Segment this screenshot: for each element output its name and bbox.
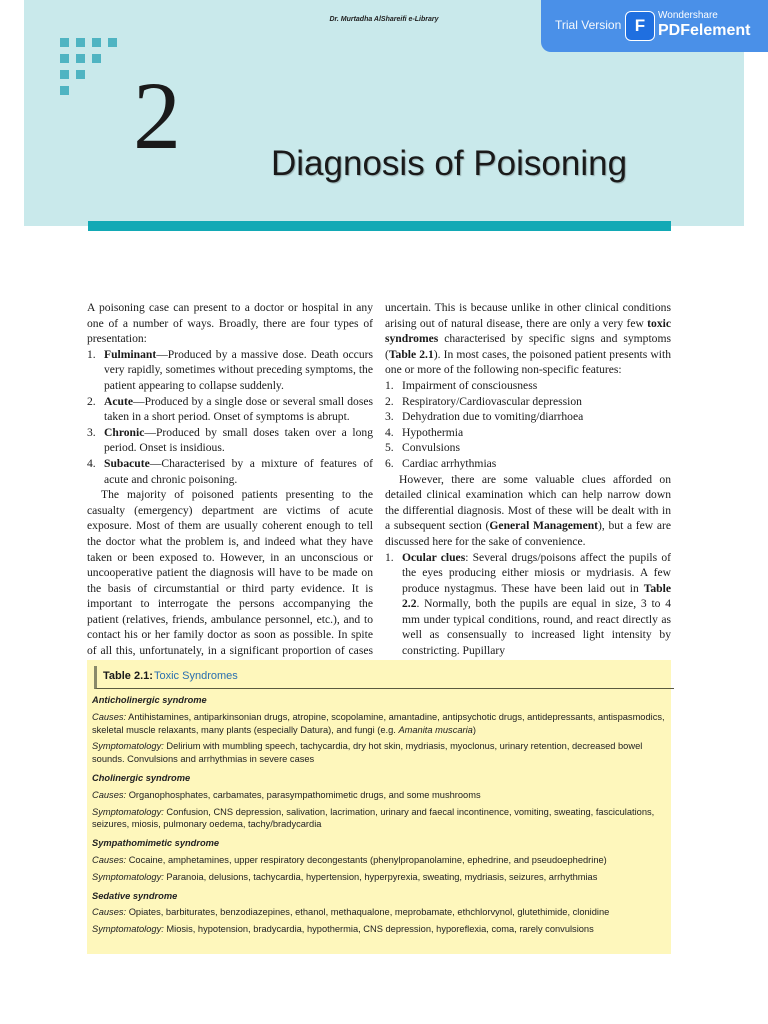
left-text-column — [87, 300, 373, 674]
symptomatology-row: Symptomatology: Confusion, CNS depression, salivation, lacrimation, urinary and faecal incontinence, vomiting, sweating, fasciculations, seizures, miosis, pulmonary oedema, tachy/bradycardia — [92, 806, 655, 830]
list-item: 3. Dehydration due to vomiting/diarrhoea — [385, 410, 584, 424]
intro-paragraph: A poisoning case can present to a doctor or hospital in any one of a number of ways. Broadly, there are four types of presentation: — [87, 301, 373, 346]
toxic-syndromes-table — [87, 660, 671, 954]
acute-exposure-paragraph: The majority of poisoned patients presenting to the casualty (emergency) department are victims of acute exposure. Most of them are usually coherent enough to tell the doctor what the problem is, and indeed what they have taken or been exposed to. However, in an unconscious or uncooperative patient the diagnosis will have to be made on the basis of circumstantial or third party evidence. It is important to interrogate the persons accompanying the patient (relatives, friends, ambulance personnel, etc.), and to contact his or her family doctor as soon as possible. In spite of all this, unfortunately, in a significant proportion of cases — [87, 488, 373, 658]
list-item: 2. Acute—Produced by a single dose or several small doses taken in a short period. Onset of symptoms is abrupt. — [87, 394, 373, 424]
clinical-clues-paragraph: However, there are some valuable clues afforded on detailed clinical examination which can help narrow down the differential diagnosis. Most of these will be dealt with in a subsequent section (General Management), but a few are discussed here for the sake of convenience. — [385, 472, 672, 548]
causes-row: Causes: Organophosphates, carbamates, parasympathomimetic drugs, and some mushrooms — [92, 789, 481, 800]
right-text-column — [385, 300, 671, 659]
list-item: 3. Chronic—Produced by small doses taken over a long period. Onset is insidious. — [87, 425, 373, 455]
table-title: Toxic Syndromes — [154, 670, 238, 682]
causes-row: Causes: Opiates, barbiturates, benzodiazepines, ethanol, methaqualone, meprobamate, ethchlorvynol, glutethimide, clonidine — [92, 907, 610, 918]
list-item: 2. Respiratory/Cardiovascular depression — [385, 394, 582, 408]
page-credit: Dr. Murtadha AlShareifi e-Library — [329, 16, 439, 23]
list-item: 4. Hypothermia — [385, 425, 464, 439]
title-divider — [88, 221, 671, 231]
table-label: Table 2.1: — [103, 670, 153, 682]
presentation-types-list — [87, 347, 373, 487]
list-item: 5. Convulsions — [385, 441, 460, 455]
symptomatology-row: Symptomatology: Miosis, hypotension, bradycardia, hypothermia, CNS depression, hyporeflexia, coma, rarely convulsions — [92, 924, 594, 935]
symptomatology-row: Symptomatology: Delirium with mumbling speech, tachycardia, dry hot skin, mydriasis, myoclonus, urinary retention, decreased bowel sounds. Convulsions and arrhythmias in severe cases — [92, 741, 643, 765]
table-header — [94, 666, 674, 689]
brand-pdfelement: PDFelement — [658, 22, 751, 39]
table-body — [92, 690, 667, 936]
syndrome-heading: Sedative syndrome — [92, 890, 178, 901]
syndrome-heading: Cholinergic syndrome — [92, 772, 191, 783]
pdfelement-logo-icon: F — [625, 11, 655, 41]
trial-watermark-badge[interactable] — [541, 0, 768, 52]
table-2-2-reference[interactable]: Table 2.2 — [402, 581, 671, 611]
decorative-square-grid — [60, 38, 130, 100]
brand-wondershare: Wondershare — [658, 10, 718, 21]
list-item: 4. Subacute—Characterised by a mixture of features of acute and chronic poisoning. — [87, 456, 373, 486]
causes-row: Causes: Cocaine, amphetamines, upper respiratory decongestants (phenylpropanolamine, ephedrine, and pseudoephedrine) — [92, 854, 607, 865]
clues-list — [385, 550, 671, 659]
trial-version-label: Trial Version — [555, 18, 622, 32]
syndrome-heading: Anticholinergic syndrome — [92, 695, 207, 705]
chapter-title: Diagnosis of Poisoning — [271, 144, 628, 183]
list-item: 1. Impairment of consciousness — [385, 378, 538, 392]
list-item: 6. Cardiac arrhythmias — [385, 456, 497, 470]
toxic-syndromes-paragraph: uncertain. This is because unlike in other clinical conditions arising out of natural disease, there are only a very few toxic syndromes characterised by specific signs and symptoms (Table 2.1). In most cases, the poisoned patient presents with one or more of the following non-specific features: — [385, 301, 671, 377]
chapter-number: 2 — [133, 62, 181, 169]
symptomatology-row: Symptomatology: Paranoia, delusions, tachycardia, hypertension, hyperpyrexia, sweating, mydriasis, seizures, arrhythmias — [92, 871, 598, 882]
list-item: 1. Ocular clues: Several drugs/poisons affect the pupils of the eyes producing either miosis or mydriasis. A few produce nystagmus. These have been laid out in Table 2.2. Normally, both the pupils are equal in size, 3 to 4 mm under typical conditions, round, and react directly as well as consensually to increased light intensity by constricting. Pupillary — [385, 550, 671, 658]
table-2-1-reference[interactable]: Table 2.1 — [388, 347, 434, 361]
causes-row: Causes: Antihistamines, antiparkinsonian drugs, atropine, scopolamine, amantadine, antipsychotic drugs, antidepressants, antispasmodics, skeletal muscle relaxants, many plants (especially Datura), and fungi (e.g. Amanita muscaria) — [92, 711, 665, 735]
nonspecific-features-list — [385, 378, 671, 472]
syndrome-heading: Sympathomimetic syndrome — [92, 838, 220, 849]
list-item: 1. Fulminant—Produced by a massive dose. Death occurs very rapidly, sometimes without preceding symptoms, the patient appearing to collapse suddenly. — [87, 347, 373, 392]
